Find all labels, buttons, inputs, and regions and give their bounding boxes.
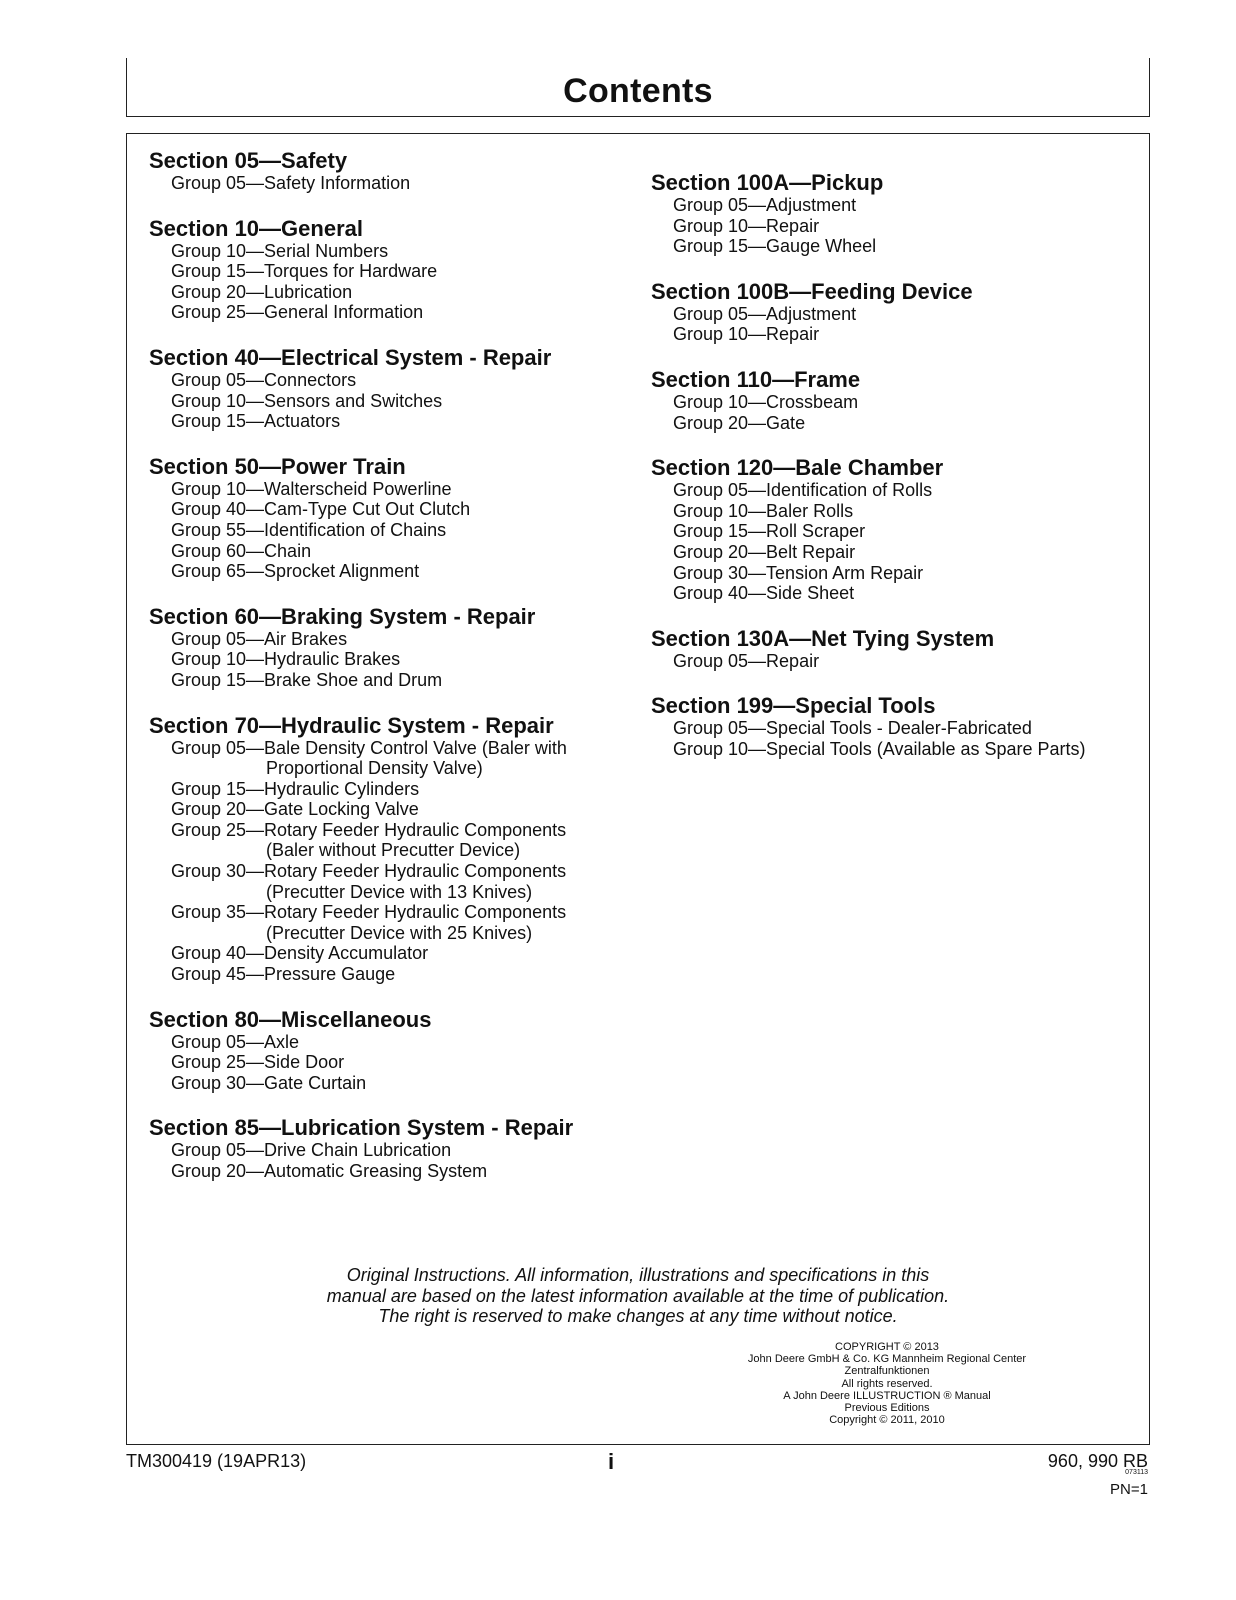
group-label: Group 05—Air Brakes: [171, 628, 348, 649]
group-entry[interactable]: [149, 649, 619, 670]
disclaimer: [127, 1265, 1149, 1327]
group-entry[interactable]: [651, 718, 1131, 739]
group-label: Group 40—Cam-Type Cut Out Clutch: [171, 499, 471, 520]
group-entry[interactable]: [149, 282, 619, 303]
section-title[interactable]: Section 120—Bale Chamber: [651, 455, 944, 481]
section-title[interactable]: Section 60—Braking System - Repair: [149, 603, 536, 629]
group-label: Group 20—Gate: [673, 412, 806, 433]
group-entry[interactable]: [149, 173, 619, 194]
group-label: Group 35—Rotary Feeder Hydraulic Components: [171, 902, 567, 923]
footer-code: 073113: [1125, 1469, 1148, 1476]
section: [651, 280, 1131, 345]
group-label: Group 10—Baler Rolls: [673, 500, 854, 521]
section: [651, 456, 1131, 604]
group-label: Group 10—Hydraulic Brakes: [171, 649, 401, 670]
section: [149, 346, 619, 432]
group-label: Group 10—Repair: [673, 324, 820, 345]
group-entry[interactable]: [149, 779, 619, 800]
group-label: Group 05—Special Tools - Dealer-Fabricated: [673, 718, 1032, 739]
group-label: Group 05—Drive Chain Lubrication: [171, 1140, 452, 1161]
group-label: Group 40—Density Accumulator: [171, 943, 429, 964]
group-label: Group 05—Identification of Rolls: [673, 480, 933, 501]
section: [149, 1008, 619, 1094]
section-title[interactable]: Section 100B—Feeding Device: [651, 278, 973, 304]
disclaimer-line: manual are based on the latest information available at the time of publication.: [326, 1285, 950, 1306]
group-entry[interactable]: [149, 820, 619, 861]
group-entry[interactable]: [149, 541, 619, 562]
group-label-continued: (Precutter Device with 13 Knives): [266, 881, 533, 902]
group-label: Group 20—Lubrication: [171, 281, 353, 302]
group-label: Group 05—Axle: [171, 1031, 300, 1052]
group-label: Group 15—Actuators: [171, 411, 341, 432]
section-title[interactable]: Section 10—General: [149, 215, 363, 241]
copyright-line: Previous Editions: [844, 1402, 930, 1415]
group-entry[interactable]: [149, 499, 619, 520]
copyright-line: COPYRIGHT © 2013: [835, 1341, 939, 1353]
section-title[interactable]: Section 199—Special Tools: [651, 693, 936, 719]
group-entry[interactable]: [651, 739, 1131, 760]
group-label: Group 05—Repair: [673, 650, 820, 671]
group-label-continued: Proportional Density Valve): [266, 758, 483, 779]
group-label: Group 60—Chain: [171, 540, 312, 561]
group-label: Group 15—Torques for Hardware: [171, 261, 438, 282]
group-entry[interactable]: [651, 216, 1131, 237]
group-entry[interactable]: [651, 501, 1131, 522]
group-label: Group 05—Connectors: [171, 369, 357, 390]
group-entry[interactable]: [149, 738, 619, 779]
group-entry[interactable]: [149, 370, 619, 391]
group-entry[interactable]: [651, 392, 1131, 413]
page-title: Contents: [563, 72, 713, 110]
group-entry[interactable]: [651, 480, 1131, 501]
group-label: Group 55—Identification of Chains: [171, 519, 447, 540]
copyright-line: Copyright © 2011, 2010: [829, 1414, 945, 1427]
group-label: Group 10—Repair: [673, 215, 820, 236]
group-label: Group 05—Adjustment: [673, 195, 857, 215]
group-label: Group 15—Gauge Wheel: [673, 236, 877, 257]
section: [149, 149, 619, 194]
group-label: Group 10—Crossbeam: [673, 391, 859, 412]
section-title[interactable]: Section 100A—Pickup: [651, 170, 884, 195]
group-label: Group 05—Adjustment: [673, 303, 857, 324]
copyright-line: John Deere GmbH & Co. KG Mannheim Regional Center: [747, 1353, 1027, 1366]
group-label: Group 10—Walterscheid Powerline: [171, 478, 452, 499]
group-entry[interactable]: [149, 943, 619, 964]
section-title[interactable]: Section 05—Safety: [149, 148, 348, 173]
section-title[interactable]: Section 130A—Net Tying System: [651, 625, 995, 651]
group-label: Group 30—Rotary Feeder Hydraulic Components: [171, 861, 567, 882]
group-label: Group 20—Gate Locking Valve: [171, 799, 419, 820]
section: [651, 368, 1131, 433]
copyright-line: A John Deere ILLUSTRUCTION ® Manual: [783, 1389, 991, 1402]
group-label: Group 30—Tension Arm Repair: [673, 562, 924, 583]
group-entry[interactable]: [651, 542, 1131, 563]
copyright-line: All rights reserved.: [841, 1377, 933, 1390]
section: [149, 217, 619, 323]
section-title[interactable]: Section 40—Electrical System - Repair: [149, 344, 552, 370]
section-title[interactable]: Section 110—Frame: [651, 366, 861, 392]
group-label: Group 05—Safety Information: [171, 173, 411, 193]
group-label: Group 05—Bale Density Control Valve (Baler with: [171, 737, 567, 758]
group-entry[interactable]: [149, 1052, 619, 1073]
right-column: [651, 171, 1131, 783]
section-title[interactable]: Section 70—Hydraulic System - Repair: [149, 712, 554, 738]
group-label: Group 20—Belt Repair: [673, 541, 856, 562]
section: [651, 171, 1131, 257]
group-label-continued: (Precutter Device with 25 Knives): [266, 922, 533, 943]
group-entry[interactable]: [149, 561, 619, 582]
copyright-line: Zentralfunktionen: [844, 1365, 930, 1378]
section: [149, 714, 619, 985]
section-title[interactable]: Section 85—Lubrication System - Repair: [149, 1115, 574, 1141]
group-entry[interactable]: [651, 324, 1131, 345]
group-entry[interactable]: [149, 1161, 619, 1182]
section: [149, 605, 619, 691]
section-title[interactable]: Section 50—Power Train: [149, 453, 406, 479]
group-entry[interactable]: [149, 964, 619, 985]
group-entry[interactable]: [149, 902, 619, 943]
copyright-block: [727, 1341, 1047, 1426]
section: [651, 627, 1131, 672]
group-entry[interactable]: [149, 629, 619, 650]
group-entry[interactable]: [651, 236, 1131, 257]
group-entry[interactable]: [149, 1073, 619, 1094]
footer-model: 960, 990 RB: [1047, 1451, 1148, 1471]
group-label: Group 25—Rotary Feeder Hydraulic Components: [171, 819, 567, 840]
section: [149, 1116, 619, 1181]
contents-box: [126, 133, 1150, 1445]
group-label: Group 10—Serial Numbers: [171, 240, 389, 261]
group-label: Group 40—Side Sheet: [673, 583, 855, 604]
group-entry[interactable]: [149, 391, 619, 412]
group-label: Group 30—Gate Curtain: [171, 1072, 367, 1093]
group-entry[interactable]: [149, 241, 619, 262]
group-entry[interactable]: [149, 261, 619, 282]
left-column: [149, 149, 619, 1205]
group-label: Group 65—Sprocket Alignment: [171, 561, 420, 582]
group-label: Group 20—Automatic Greasing System: [171, 1161, 488, 1181]
group-label: Group 25—General Information: [171, 302, 424, 323]
disclaimer-line: Original Instructions. All information, illustrations and specifications in this: [346, 1265, 930, 1285]
group-entry[interactable]: [149, 302, 619, 323]
group-entry[interactable]: [149, 799, 619, 820]
disclaimer-line: The right is reserved to make changes at any time without notice.: [378, 1306, 898, 1327]
section: [651, 694, 1131, 759]
group-entry[interactable]: [651, 563, 1131, 584]
footer-page-number: i: [608, 1449, 615, 1474]
group-entry[interactable]: [149, 411, 619, 432]
group-label: Group 10—Special Tools (Available as Spare Parts): [673, 738, 1086, 759]
group-label: Group 15—Brake Shoe and Drum: [171, 669, 443, 690]
group-entry[interactable]: [651, 304, 1131, 325]
group-entry[interactable]: [149, 1140, 619, 1161]
group-entry[interactable]: [651, 583, 1131, 604]
group-label-continued: (Baler without Precutter Device): [266, 840, 521, 861]
group-entry[interactable]: [149, 1032, 619, 1053]
group-entry[interactable]: [149, 861, 619, 902]
section-title[interactable]: Section 80—Miscellaneous: [149, 1006, 432, 1032]
group-entry[interactable]: [149, 479, 619, 500]
group-label: Group 10—Sensors and Switches: [171, 390, 443, 411]
group-entry[interactable]: [149, 670, 619, 691]
header-box: [126, 58, 1150, 117]
section: [149, 455, 619, 582]
group-label: Group 15—Roll Scraper: [673, 521, 866, 542]
group-entry[interactable]: [651, 195, 1131, 216]
group-entry[interactable]: [149, 520, 619, 541]
group-entry[interactable]: [651, 651, 1131, 672]
group-label: Group 25—Side Door: [171, 1052, 345, 1073]
footer-doc-id: TM300419 (19APR13): [126, 1451, 307, 1471]
footer-pn: PN=1: [1110, 1481, 1148, 1498]
group-label: Group 15—Hydraulic Cylinders: [171, 778, 420, 799]
group-label: Group 45—Pressure Gauge: [171, 964, 396, 985]
group-entry[interactable]: [651, 413, 1131, 434]
group-entry[interactable]: [651, 521, 1131, 542]
